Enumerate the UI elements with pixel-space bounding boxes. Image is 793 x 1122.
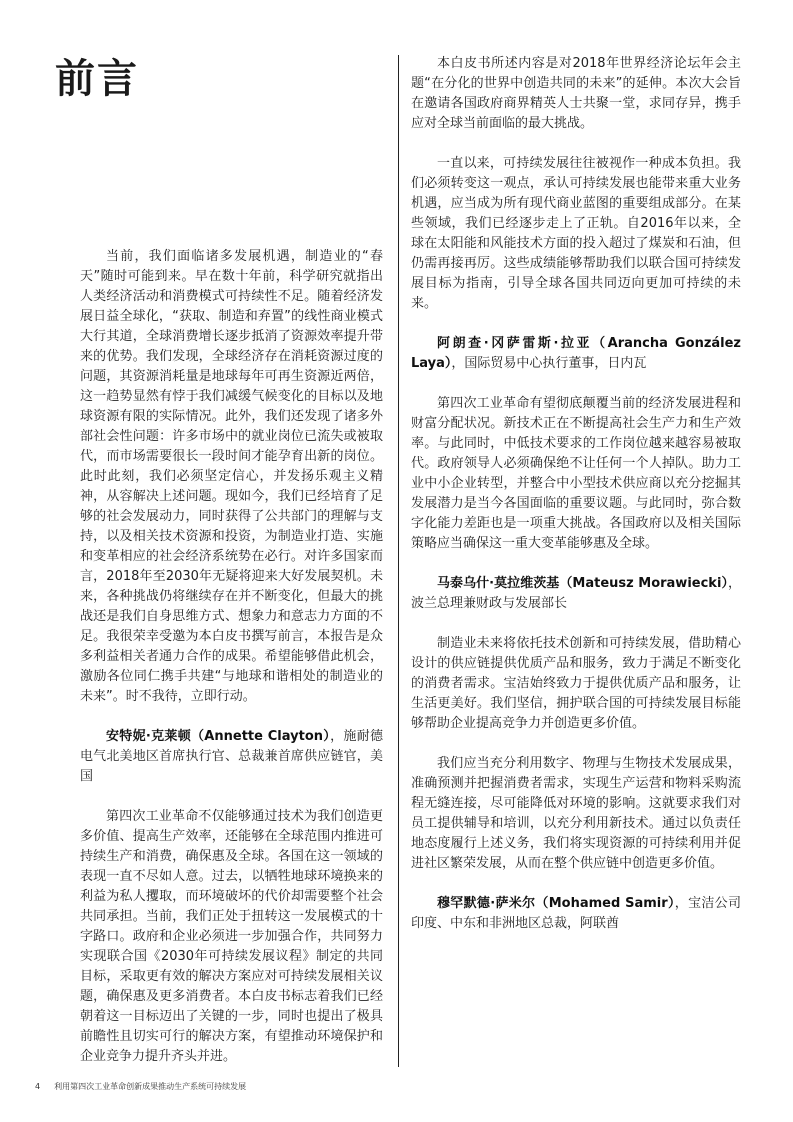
intro-paragraph: 当前，我们面临诸多发展机遇，制造业的“春天”随时可能到来。早在数十年前，科学研究就指出人类经济活动和消费模式可持续性不足。随着经济发展日益全球化，“获取、制造和弃置”的线性商业模式大行其道，全球消费增长逐步抵消了资源效率提升带来的优势。我们发现，全球经济存在消耗资源过度的问题，其资源消耗量是地球每年可再生资源近两倍，这一趋势显然有悖于我们减缓气候变化的目标以及地球资源有限的实际情况。此外，我们还发现了诸多外部社会性问题：许多市场中的就业岗位已流失或被取代，而市场需要很长一段时间才能孕育出新的岗位。此时此刻，我们必须坚定信心，并发扬乐观主义精神，从容解决上述问题。现如今，我们已经培育了足够的社会发展动力，同时获得了公共部门的理解与支持，以及相关技术资源和投资，为制造业打造、实施和变革相应的社会经济系统势在必行。对许多国家而言，2018年至2030年无疑将迎来大好发展契机。未来，各种挑战仍将继续存在并不断变化，但最大的挑战还是我们自身思维方式、想象力和意志力方面的不足。我很荣幸受邀为本白皮书撰写前言，本报告是众多利益相关者通力合作的成果。希望能够借此机会，激励各位同仁携手共建“与地球和谐相处的制造业的未来”。时不我待，立即行动。	[80, 249, 383, 704]
column-divider	[398, 55, 399, 1067]
body-paragraph: 一直以来，可持续发展往往被视作一种成本负担。我们必须转变这一观点，承认可持续发展也能带来重大业务机遇，应当成为所有现代商业蓝图的重要组成部分。在某些领域，我们已经逐步走上了正轨。自2016年以来，全球在太阳能和风能技术方面的投入超过了煤炭和石油，但仍需再接再厉。这些成绩能够帮助我们以联合国可持续发展目标为指南，引导全球各国共同迈向更加可持续的未来。	[411, 156, 741, 311]
signature-title: ，宝洁公司印度、中东和非洲地区总裁，阿联酋	[411, 896, 741, 931]
footer-text: 利用第四次工业革命创新成果推动生产系统可持续发展	[54, 1082, 247, 1091]
signature-title: ，施耐德电气北美地区首席执行官、总裁兼首席供应链官，美国	[80, 729, 383, 784]
left-column	[80, 247, 383, 1067]
body-paragraph: 第四次工业革命有望彻底颠覆当前的经济发展进程和财富分配状况。新技术正在不断提高社会生产力和生产效率。与此同时，中低技术要求的工作岗位越来越容易被取代。政府领导人必须确保绝不让任何一个人掉队。助力工业中小企业转型，并整合中小型技术供应商以充分挖掘其发展潜力是当今各国面临的重要议题。与此同时，弥合数字化能力差距也是一项重大挑战。各国政府以及相关国际策略应当确保这一重大变革能够惠及全球。	[411, 396, 741, 551]
page-footer	[35, 1081, 246, 1093]
signature-annette-clayton	[80, 727, 383, 787]
body-paragraph: 第四次工业革命不仅能够通过技术为我们创造更多价值、提高生产效率，还能够在全球范围内推进可持续生产和消费，确保惠及全球。各国在这一领域的表现一直不尽如人意。过去，以牺牲地球环境换来的利益为私人攫取，而环境破坏的代价却需要整个社会共同承担。当前，我们正处于扭转这一发展模式的十字路口。政府和企业必须进一步加强合作，共同努力实现联合国《2030年可持续发展议程》制定的共同目标，采取更有效的解决方案应对可持续发展相关议题，确保惠及更多消费者。本白皮书标志着我们已经朝着这一目标迈出了关键的一步，同时也提出了极具前瞻性且切实可行的解决方案，有望推动环境保护和企业竞争力提升齐头并进。	[80, 809, 383, 1064]
body-paragraph: 制造业未来将依托技术创新和可持续发展，借助精心设计的供应链提供优质产品和服务，致力于满足不断变化的消费者需求。宝洁始终致力于提供优质产品和服务，让生活更美好。我们坚信，拥护联合国的可持续发展目标能够帮助企业提高竞争力并创造更多价值。	[411, 636, 741, 731]
body-paragraph: 本白皮书所述内容是对2018年世界经济论坛年会主题“在分化的世界中创造共同的未来”的延伸。本次大会旨在邀请各国政府商界精英人士共聚一堂，求同存异，携手应对全球当前面临的最大挑战。	[411, 56, 741, 131]
signature-name: 安特妮·克莱顿（Annette Clayton）	[106, 729, 331, 744]
signature-mohamed-samir	[411, 894, 741, 934]
signature-name: 马泰乌什·莫拉维茨基（Mateusz Morawiecki）	[437, 576, 728, 591]
signature-mateusz-morawiecki	[411, 574, 741, 614]
page-title: 前言	[55, 56, 139, 102]
page-number: 4	[35, 1082, 41, 1091]
signature-name: 阿朗查·冈萨雷斯·拉亚（Arancha González Laya）	[411, 336, 741, 371]
signature-title: ，波兰总理兼财政与发展部长	[411, 576, 741, 611]
body-paragraph: 我们应当充分利用数字、物理与生物技术发展成果，准确预测并把握消费者需求，实现生产运营和物料采购流程无缝连接，尽可能降低对环境的影响。这就要求我们对员工提供辅导和培训，以充分利用新技术。通过以负责任地态度履行上述义务，我们将实现资源的可持续利用并促进社区繁荣发展，从而在整个供应链中创造更多价值。	[411, 756, 741, 871]
right-column	[411, 54, 741, 934]
signature-name: 穆罕默德·萨米尔（Mohamed Samir）	[437, 896, 675, 911]
signature-arancha-gonzalez-laya	[411, 334, 741, 374]
signature-title: ，国际贸易中心执行董事，日内瓦	[451, 356, 647, 371]
